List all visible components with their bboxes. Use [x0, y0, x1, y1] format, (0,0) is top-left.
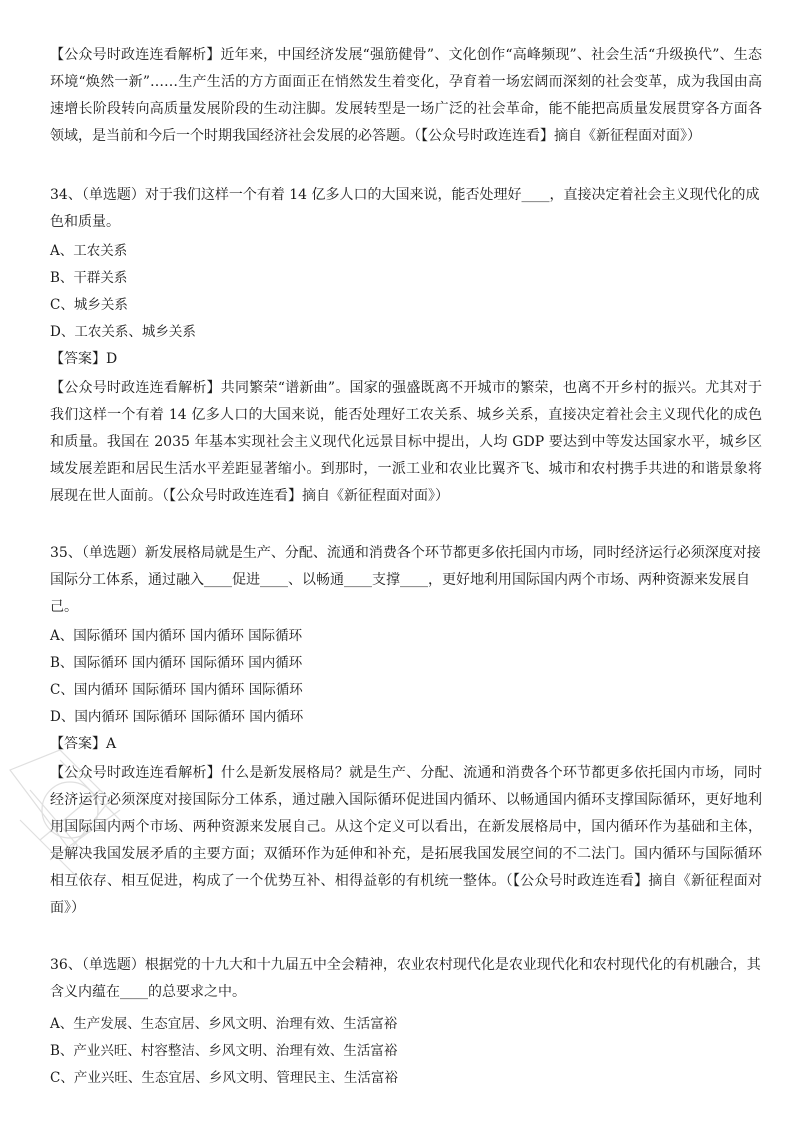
question-34-option-d: D、工农关系、城乡关系: [50, 324, 196, 340]
question-35-stem: 35、（单选题）新发展格局就是生产、分配、流通和消费各个环节都更多依托国内市场，同时经济运行必须深度对接国际分工体系，通过融入____促进____、以畅通____支撑____，更好地利用国际国内两个市场、两种资源来发展自己。: [50, 545, 761, 615]
question-36-option-a: A、生产发展、生态宜居、乡风文明、治理有效、生活富裕: [50, 1016, 398, 1032]
question-34-answer: 【答案】D: [50, 351, 118, 367]
watermark-stamp-icon: [0, 730, 150, 900]
intro-analysis-paragraph: 【公众号时政连连看解析】近年来，中国经济发展“强筋健骨”、文化创作“高峰频现”、社会生活“升级换代”、生态环境“焕然一新”……生产生活的方方面面正在悄然发生着变化，孕育着一场宏阔而深刻的社会变革，成为我国由高速增长阶段转向高质量发展阶段的生动注脚。发展转型是一场广泛的社会革命，能不能把高质量发展贯穿各方面各领域，是当前和今后一个时期我国经济社会发展的必答题。（【公众号时政连连看】摘自《新征程面对面》）: [50, 47, 762, 144]
question-36-option-b: B、产业兴旺、村容整洁、乡风文明、治理有效、生活富裕: [50, 1043, 398, 1059]
question-36-stem: 36、（单选题）根据党的十九大和十九届五中全会精神，农业农村现代化是农业现代化和农村现代化的有机融合，其含义内蕴在____的总要求之中。: [50, 957, 761, 1000]
question-35-option-a: A、国际循环 国内循环 国内循环 国际循环: [50, 628, 303, 644]
question-34-option-c: C、城乡关系: [50, 297, 128, 313]
question-34-stem: 34、（单选题）对于我们这样一个有着 14 亿多人口的大国来说，能否处理好____，直接决定着社会主义现代化的成色和质量。: [50, 187, 760, 230]
question-35-option-b: B、国际循环 国内循环 国际循环 国内循环: [50, 655, 303, 671]
question-36-option-c: C、产业兴旺、生态宜居、乡风文明、管理民主、生活富裕: [50, 1070, 398, 1086]
question-35-option-c: C、国内循环 国际循环 国内循环 国际循环: [50, 682, 303, 698]
question-35-answer: 【答案】A: [50, 736, 117, 752]
question-35-analysis: 【公众号时政连连看解析】什么是新发展格局？就是生产、分配、流通和消费各个环节都更多依托国内市场，同时经济运行必须深度对接国际分工体系，通过融入国际循环促进国内循环、以畅通国内循环支撑国际循环，更好地利用国际国内两个市场、两种资源来发展自己。从这个定义可以看出，在新发展格局中，国内循环作为基础和主体，是解决我国发展矛盾的主要方面；双循环作为延伸和补充，是拓展我国发展空间的不二法门。国内循环与国际循环相互依存、相互促进，构成了一个优势互补、相得益彰的有机统一整体。（【公众号时政连连看】摘自《新征程面对面》）: [50, 765, 762, 916]
question-34-option-a: A、工农关系: [50, 243, 128, 259]
question-34-option-b: B、干群关系: [50, 270, 128, 286]
question-35-option-d: D、国内循环 国际循环 国际循环 国内循环: [50, 709, 304, 725]
question-34-analysis: 【公众号时政连连看解析】共同繁荣“谱新曲”。国家的强盛既离不开城市的繁荣，也离不开乡村的振兴。尤其对于我们这样一个有着 14 亿多人口的大国来说，能否处理好工农关系、城乡关系，直接决定着社会主义现代化的成色和质量。我国在 2035 年基本实现社会主义现代化远景目标中提出，人均 GDP 要达到中等发达国家水平，城乡区域发展差距和居民生活水平差距显著缩小。到那时，一派工业和农业比翼齐飞、城市和农村携手共进的和谐景象将展现在世人面前。（【公众号时政连连看】摘自《新征程面对面》）: [50, 380, 762, 504]
